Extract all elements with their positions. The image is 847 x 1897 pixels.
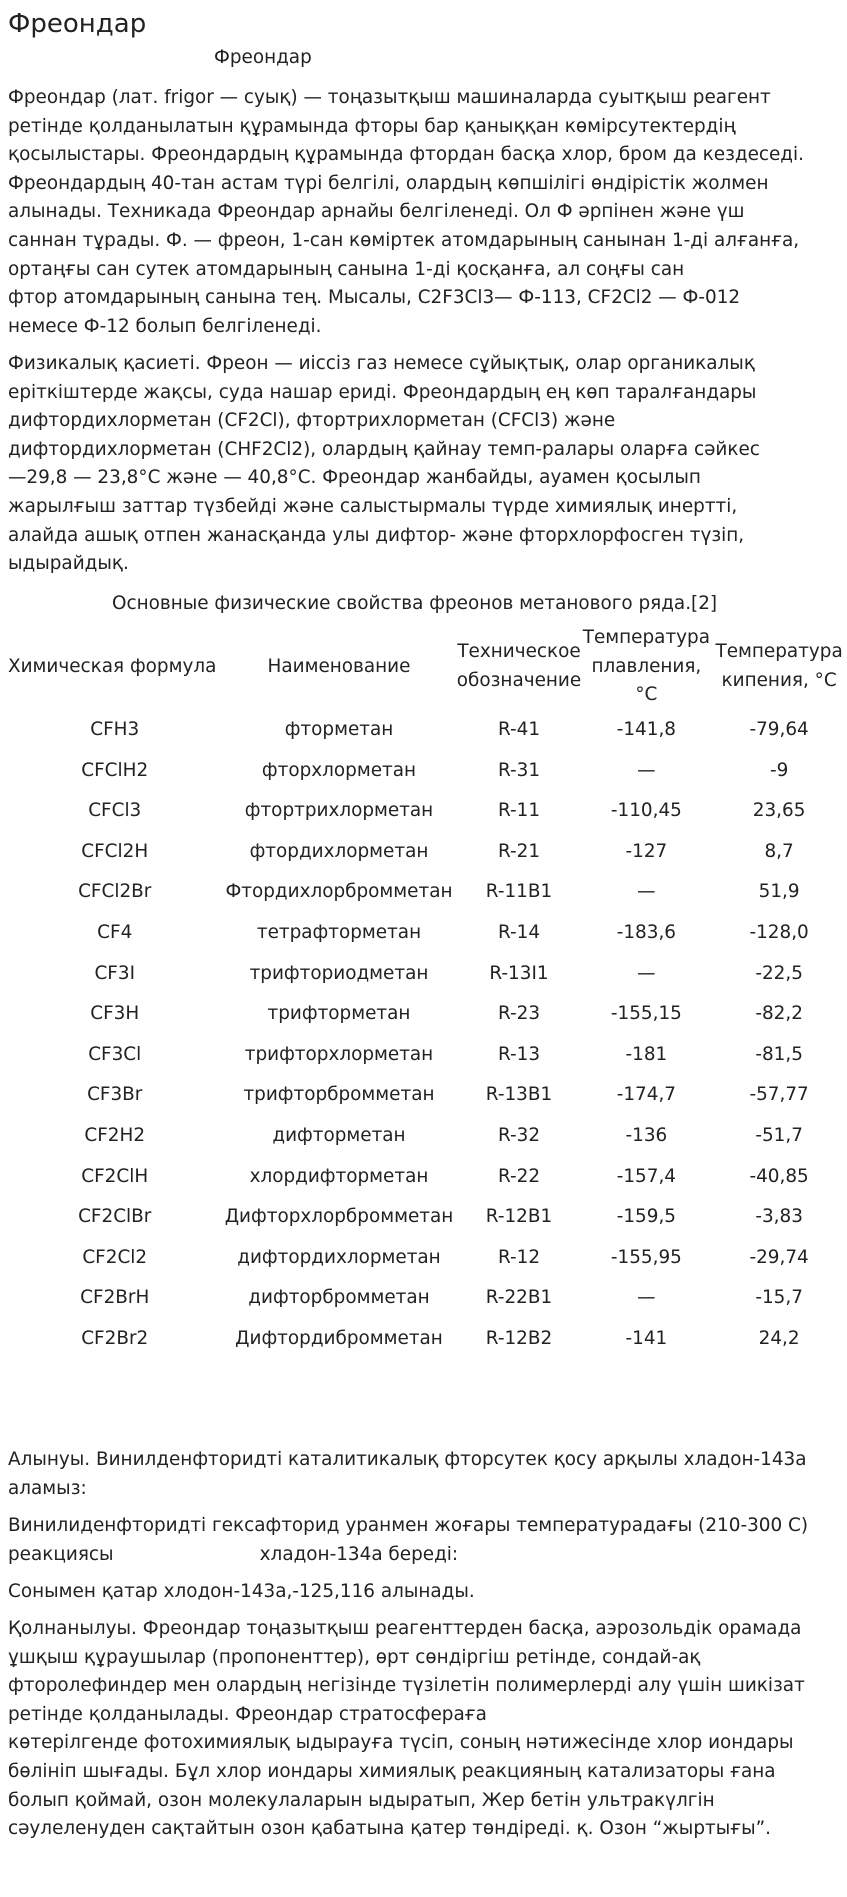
column-header-melting-point: Температура плавления, °C — [582, 627, 710, 706]
cell-boiling-point: -29,74 — [749, 1246, 809, 1268]
table-row — [8, 1197, 847, 1238]
cell-designation: R-32 — [497, 1124, 541, 1146]
cell-melting-point: -141 — [625, 1327, 668, 1349]
freon-properties-table — [8, 624, 847, 1360]
cell-formula: CFH3 — [90, 719, 140, 740]
cell-name: фтортрихлорметан — [244, 800, 434, 822]
cell-name: тетрафторметан — [256, 921, 422, 943]
cell-formula: CFClH2 — [81, 759, 149, 781]
cell-boiling-point: 24,2 — [758, 1327, 800, 1349]
reaction-line: Винилиденфторидті гексафторид уранмен жоғары температурадағы (210-300 С) — [8, 1515, 809, 1536]
usage-line: сәулеленуден сақтайтын озон қабатына қатер төндіреді. қ. Озон “жыртығы”. — [8, 1818, 771, 1840]
cell-formula: CF3H — [90, 1003, 140, 1025]
cell-name: дифторбромметан — [248, 1287, 430, 1309]
table-row — [8, 1075, 847, 1116]
cell-formula: CF2Cl2 — [82, 1246, 148, 1268]
cell-name: трифториодметан — [249, 962, 429, 984]
table-row — [8, 1157, 847, 1198]
cell-formula: CF2Br2 — [81, 1327, 149, 1349]
usage-line: болып қоймай, озон молекулаларын ыдыратып, Жер бетін ультракүлгін — [8, 1789, 715, 1811]
cell-designation: R-11 — [497, 800, 541, 822]
production-line: аламыз: — [8, 1477, 87, 1499]
usage-paragraph — [8, 1615, 847, 1844]
cell-name: трифторметан — [267, 1003, 411, 1025]
cell-designation: R-11B1 — [485, 881, 553, 903]
table-row — [8, 954, 847, 995]
table-row — [8, 791, 847, 832]
cell-melting-point: -159,5 — [616, 1206, 676, 1228]
cell-melting-point: — — [637, 962, 656, 984]
cell-designation: R-13 — [497, 1043, 541, 1065]
usage-line: бөлініп шығады. Бұл хлор иондары химиялық реакцияның катализаторы ғана — [8, 1760, 776, 1782]
table-body — [8, 710, 847, 1360]
cell-melting-point: -110,45 — [610, 800, 682, 822]
cell-designation: R-12B2 — [485, 1327, 553, 1349]
intro-line: Фреондардың 40-тан астам түрі белгілі, олардың көпшілігі өндірістік жолмен — [8, 172, 769, 194]
usage-line: Қолнанылуы. Фреондар тоңазытқыш реагенттерден басқа, аэрозольдік орамада — [8, 1618, 802, 1639]
cell-formula: CF4 — [97, 921, 133, 943]
physical-line: Физикалық қасиеті. Фреон — иіссіз газ немесе сұйықтық, олар органикалық — [8, 353, 755, 374]
cell-name: хлордифторметан — [249, 1165, 429, 1187]
column-header-formula: Химическая формула — [8, 655, 217, 677]
cell-boiling-point: -128,0 — [749, 921, 809, 943]
intro-line: қосылыстары. Фреондардың құрамында фтордан басқа хлор, бром да кездеседі. — [8, 144, 804, 166]
physical-line: еріткіштерде жақсы, суда нашар ериді. Фреондардың ең көп таралғандары — [8, 381, 757, 403]
cell-formula: CF3Cl — [88, 1043, 142, 1065]
reaction-paragraph — [8, 1512, 847, 1569]
page-title: Фреондар — [8, 9, 147, 39]
page-subtitle: Фреондар — [214, 47, 312, 68]
physical-line: дифтордихлорметан (CF2Cl), фтортрихлорметан (CFCl3) және — [8, 410, 616, 432]
cell-melting-point: -141,8 — [616, 719, 676, 740]
cell-boiling-point: -81,5 — [755, 1043, 803, 1065]
table-row — [8, 1278, 847, 1319]
production-paragraph — [8, 1446, 847, 1503]
intro-line: ортаңғы сан сутек атомдарының санына 1-ді қосқанға, ал соңғы сан — [8, 258, 685, 280]
cell-boiling-point: 23,65 — [752, 800, 806, 822]
cell-melting-point: — — [637, 759, 656, 781]
column-header-name: Наименование — [267, 655, 411, 677]
cell-name: фтордихлорметан — [249, 840, 429, 862]
usage-line: көтерілгенде фотохимиялық ыдырауға түсіп, соның нәтижесінде хлор иондары — [8, 1732, 794, 1754]
cell-designation: R-41 — [497, 719, 541, 740]
cell-formula: CF2BrH — [80, 1287, 150, 1309]
usage-line: ұшқыш құраушылар (пропоненттер), өрт сөндіргіш ретінде, сондай-ақ — [8, 1646, 701, 1668]
cell-formula: CF2ClBr — [78, 1206, 152, 1228]
cell-designation: R-13I1 — [489, 962, 549, 984]
table-row — [8, 872, 847, 913]
cell-boiling-point: -22,5 — [755, 962, 803, 984]
cell-melting-point: -136 — [625, 1124, 668, 1146]
table-row — [8, 710, 847, 751]
table-row — [8, 1238, 847, 1279]
cell-name: Дифтордибромметан — [235, 1327, 443, 1349]
cell-designation: R-22 — [497, 1165, 541, 1187]
cell-boiling-point: -79,64 — [749, 719, 809, 740]
byproduct-paragraph: Сонымен қатар хлодон-143а,-125,116 алынады. — [8, 1581, 475, 1602]
intro-line: немесе Ф-12 болып белгіленеді. — [8, 315, 322, 337]
cell-melting-point: -155,95 — [610, 1246, 682, 1268]
cell-formula: CFCl3 — [88, 800, 142, 822]
intro-line: фтор атомдарының санына тең. Мысалы, C2F3Cl3— Ф-113, CF2Cl2 — Ф-012 — [8, 287, 741, 309]
cell-name: Фтордихлорбромметан — [225, 881, 453, 903]
cell-formula: CFCl2Br — [78, 881, 152, 903]
physical-line: ыдырайдық. — [8, 553, 129, 575]
physical-line: алайда ашық отпен жанасқанда улы дифтор- және фторхлорфосген түзіп, — [8, 524, 745, 546]
intro-line: алынады. Техникада Фреондар арнайы белгіленеді. Ол Ф әрпінен және үш — [8, 201, 745, 223]
cell-melting-point: -157,4 — [616, 1165, 676, 1187]
column-header-boiling-point: Температура кипения, °C — [715, 641, 843, 691]
cell-melting-point: -127 — [625, 840, 668, 862]
production-line: Алынуы. Винилденфторидті каталитикалық фторсутек қосу арқылы хладон-143а — [8, 1449, 807, 1470]
physical-properties-paragraph — [8, 350, 847, 579]
cell-boiling-point: -57,77 — [749, 1084, 809, 1106]
cell-name: фторхлорметан — [261, 759, 417, 781]
cell-formula: CF3Br — [87, 1084, 143, 1106]
cell-designation: R-22B1 — [485, 1287, 553, 1309]
cell-name: фторметан — [284, 719, 394, 740]
cell-designation: R-31 — [497, 759, 541, 781]
cell-designation: R-12B1 — [485, 1206, 553, 1228]
cell-boiling-point: -51,7 — [755, 1124, 803, 1146]
cell-melting-point: -174,7 — [616, 1084, 676, 1106]
cell-melting-point: -183,6 — [616, 921, 676, 943]
usage-line: ретінде қолданылады. Фреондар стратосфераға — [8, 1703, 487, 1725]
cell-name: трифторбромметан — [243, 1084, 435, 1106]
cell-boiling-point: -40,85 — [749, 1165, 809, 1187]
cell-name: дифторметан — [272, 1124, 406, 1146]
table-row — [8, 994, 847, 1035]
usage-line: фторолефиндер мен олардың негізінде түзілетін полимерлерді алу үшін шикізат — [8, 1675, 805, 1697]
cell-name: Дифторхлорбромметан — [224, 1206, 454, 1228]
table-header-row — [8, 624, 847, 710]
cell-designation: R-12 — [497, 1246, 541, 1268]
cell-designation: R-23 — [497, 1003, 541, 1025]
physical-line: дифтордихлорметан (CHF2Cl2), олардың қайнау темп-ралары оларға сәйкес — [8, 438, 760, 460]
intro-line: саннан тұрады. Ф. — фреон, 1-сан көміртек атомдарының санынан 1-ді алғанға, — [8, 229, 800, 251]
cell-melting-point: -155,15 — [610, 1003, 682, 1025]
cell-boiling-point: -82,2 — [755, 1003, 803, 1025]
cell-formula: CF2ClH — [81, 1165, 149, 1187]
table-row — [8, 1116, 847, 1157]
cell-boiling-point: 8,7 — [764, 840, 794, 862]
cell-formula: CF2H2 — [84, 1124, 146, 1146]
physical-line: —29,8 — 23,8°С және — 40,8°С. Фреондар жанбайды, ауамен қосылып — [8, 467, 701, 489]
cell-designation: R-14 — [497, 921, 541, 943]
cell-name: трифторхлорметан — [244, 1043, 434, 1065]
reaction-line: реакциясы хладон-134а береді: — [8, 1543, 459, 1565]
table-caption: Основные физические свойства фреонов метанового ряда.[2] — [112, 593, 718, 614]
cell-melting-point: — — [637, 881, 656, 903]
table-row — [8, 1035, 847, 1076]
cell-boiling-point: 51,9 — [758, 881, 800, 903]
physical-line: жарылғыш заттар түзбейді және салыстырмалы түрде химиялық инертті, — [8, 495, 738, 517]
table-row — [8, 1319, 847, 1360]
cell-designation: R-21 — [497, 840, 541, 862]
cell-melting-point: — — [637, 1287, 656, 1309]
table-row — [8, 913, 847, 954]
column-header-designation: Техническое обозначение — [456, 641, 582, 691]
intro-paragraph — [8, 84, 847, 341]
cell-melting-point: -181 — [625, 1043, 668, 1065]
table-row — [8, 751, 847, 792]
cell-formula: CF3I — [94, 962, 135, 984]
table-row — [8, 832, 847, 873]
cell-formula: CFCl2H — [81, 840, 149, 862]
intro-line: ретінде қолданылатын құрамында фторы бар қаныққан көмірсутектердің — [8, 115, 736, 137]
cell-boiling-point: -9 — [769, 759, 789, 781]
cell-boiling-point: -3,83 — [755, 1206, 803, 1228]
cell-boiling-point: -15,7 — [755, 1287, 803, 1309]
cell-name: дифтордихлорметан — [237, 1246, 441, 1268]
intro-line: Фреондар (лат. frigor — суық) — тоңазытқыш машиналарда суытқыш реагент — [8, 87, 771, 108]
cell-designation: R-13B1 — [485, 1084, 553, 1106]
